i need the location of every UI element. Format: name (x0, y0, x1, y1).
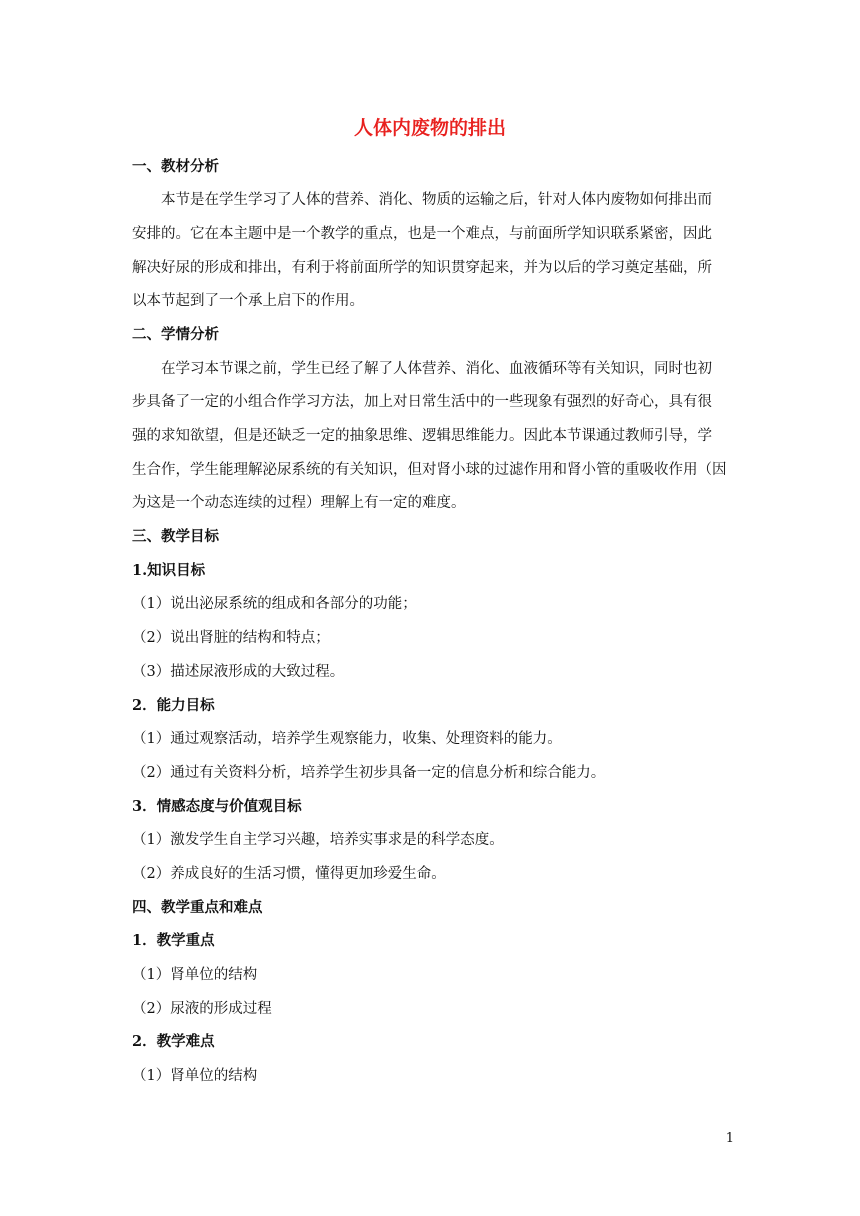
list-item: （2）通过有关资料分析，培养学生初步具备一定的信息分析和综合能力。 (132, 765, 606, 781)
subsection-heading: 2．能力目标 (132, 697, 215, 714)
subsection-heading: 2．教学难点 (132, 1033, 215, 1050)
list-item: （1）肾单位的结构 (132, 1068, 258, 1084)
paragraph-line: 强的求知欲望，但是还缺乏一定的抽象思维、逻辑思维能力。因此本节课通过教师引导，学 (132, 428, 712, 444)
list-item: （1）说出泌尿系统的组成和各部分的功能； (132, 596, 417, 612)
paragraph-line: 生合作，学生能理解泌尿系统的有关知识，但对肾小球的过滤作用和肾小管的重吸收作用（因 (132, 462, 727, 478)
subsection-heading: 3．情感态度与价值观目标 (132, 798, 302, 815)
page-number: 1 (725, 1131, 734, 1146)
paragraph-line: 以本节起到了一个承上启下的作用。 (132, 293, 364, 309)
list-item: （2）说出肾脏的结构和特点； (132, 630, 330, 646)
section-heading-1: 一、教材分析 (132, 158, 219, 175)
paragraph-line: 步具备了一定的小组合作学习方法，加上对日常生活中的一些现象有强烈的好奇心，具有很 (132, 394, 712, 410)
paragraph-line: 在学习本节课之前，学生已经了解了人体营养、消化、血液循环等有关知识，同时也初 (161, 361, 712, 377)
list-item: （2）尿液的形成过程 (132, 1001, 272, 1017)
subsection-heading: 1.知识目标 (132, 562, 206, 579)
list-item: （3）描述尿液形成的大致过程。 (132, 664, 345, 680)
subsection-heading: 1．教学重点 (132, 932, 215, 949)
paragraph-line: 本节是在学生学习了人体的营养、消化、物质的运输之后，针对人体内废物如何排出而 (161, 192, 712, 208)
section-heading-3: 三、教学目标 (132, 528, 219, 545)
list-item: （1）通过观察活动，培养学生观察能力，收集、处理资料的能力。 (132, 731, 562, 747)
paragraph-line: 为这是一个动态连续的过程）理解上有一定的难度。 (132, 495, 466, 511)
paragraph-line: 安排的。它在本主题中是一个教学的重点，也是一个难点，与前面所学知识联系紧密，因此 (132, 226, 712, 242)
list-item: （1）肾单位的结构 (132, 967, 258, 983)
section-heading-2: 二、学情分析 (132, 326, 219, 343)
paragraph-line: 解决好尿的形成和排出，有利于将前面所学的知识贯穿起来，并为以后的学习奠定基础，所 (132, 260, 712, 276)
section-heading-4: 四、教学重点和难点 (132, 899, 263, 916)
list-item: （2）养成良好的生活习惯，懂得更加珍爱生命。 (132, 866, 446, 882)
document-title: 人体内废物的排出 (353, 117, 506, 139)
list-item: （1）激发学生自主学习兴趣，培养实事求是的科学态度。 (132, 832, 504, 848)
